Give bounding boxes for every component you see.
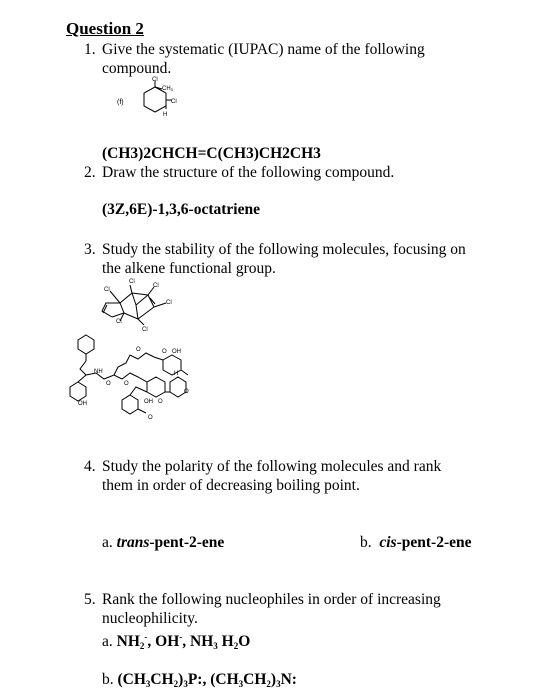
svg-text:O: O bbox=[136, 347, 141, 353]
svg-text:OH: OH bbox=[172, 349, 181, 355]
q2-text: Draw the structure of the following compound. bbox=[102, 164, 395, 181]
svg-text:O: O bbox=[148, 415, 153, 421]
q5-option-a: a. $NH_2^-$, OH-, $NH_3$ $H_2O$ bbox=[102, 632, 251, 652]
q2-answer: (3Z,6E)-1,3,6-octatriene bbox=[102, 201, 260, 218]
q5-text-line2: nucleophilicity. bbox=[102, 610, 198, 627]
question-2 bbox=[84, 163, 394, 182]
svg-text:O: O bbox=[162, 349, 167, 355]
svg-text:OH: OH bbox=[144, 399, 153, 405]
svg-text:O: O bbox=[158, 399, 163, 405]
q1-structure bbox=[115, 76, 205, 122]
q3-text-line2: the alkene functional group. bbox=[102, 260, 276, 277]
q3-molecule-1 bbox=[92, 273, 192, 333]
svg-text:NH: NH bbox=[94, 369, 103, 375]
question-5 bbox=[84, 590, 441, 628]
q4-text-line2: them in order of decreasing boiling point. bbox=[102, 477, 360, 494]
svg-text:H: H bbox=[174, 371, 179, 377]
svg-text:Cl: Cl bbox=[166, 300, 172, 306]
q3-number: 3. bbox=[84, 241, 96, 258]
svg-text:Cl: Cl bbox=[142, 327, 148, 333]
q4-option-b: b. cis-pent-2-ene bbox=[360, 534, 472, 551]
svg-text:OH: OH bbox=[78, 401, 87, 407]
q1-number: 1. bbox=[84, 41, 96, 58]
h-label: H bbox=[163, 112, 168, 118]
svg-text:Cl: Cl bbox=[129, 279, 135, 285]
svg-text:Cl: Cl bbox=[153, 283, 159, 289]
svg-text:Cl: Cl bbox=[116, 319, 122, 325]
q4-number: 4. bbox=[84, 458, 96, 475]
q4-text-line1: Study the polarity of the following molecules and rank bbox=[102, 458, 442, 475]
cl-label-top: Cl bbox=[152, 77, 158, 83]
question-title: Question 2 bbox=[66, 19, 144, 38]
q1-formula: (CH3)2CHCH=C(CH3)CH2CH3 bbox=[102, 145, 321, 162]
q2-number: 2. bbox=[84, 164, 96, 181]
q3-text-line1: Study the stability of the following molecules, focusing on bbox=[102, 241, 466, 258]
q1-text-line1: Give the systematic (IUPAC) name of the following bbox=[102, 41, 425, 58]
svg-text:O: O bbox=[124, 381, 129, 387]
q4-option-a: a. trans-pent-2-ene bbox=[102, 534, 225, 551]
q3-molecule-2 bbox=[66, 333, 206, 423]
svg-text:O: O bbox=[184, 389, 189, 395]
question-4 bbox=[84, 457, 441, 495]
q5-option-b: b. $(CH_3CH_2)_3P$:, $(CH_3CH_2)_3N$: bbox=[102, 671, 297, 689]
q1-text-line2: compound. bbox=[102, 60, 172, 77]
q1-label: (f) bbox=[117, 99, 124, 106]
q5-text-line1: Rank the following nucleophiles in order of increasing bbox=[102, 591, 441, 608]
svg-text:O: O bbox=[106, 381, 111, 387]
question-1 bbox=[84, 40, 425, 78]
cl-label-right: Cl bbox=[171, 99, 177, 105]
q5-number: 5. bbox=[84, 591, 96, 608]
svg-text:Cl: Cl bbox=[104, 287, 110, 293]
ch3-label: CH3 bbox=[162, 86, 173, 92]
